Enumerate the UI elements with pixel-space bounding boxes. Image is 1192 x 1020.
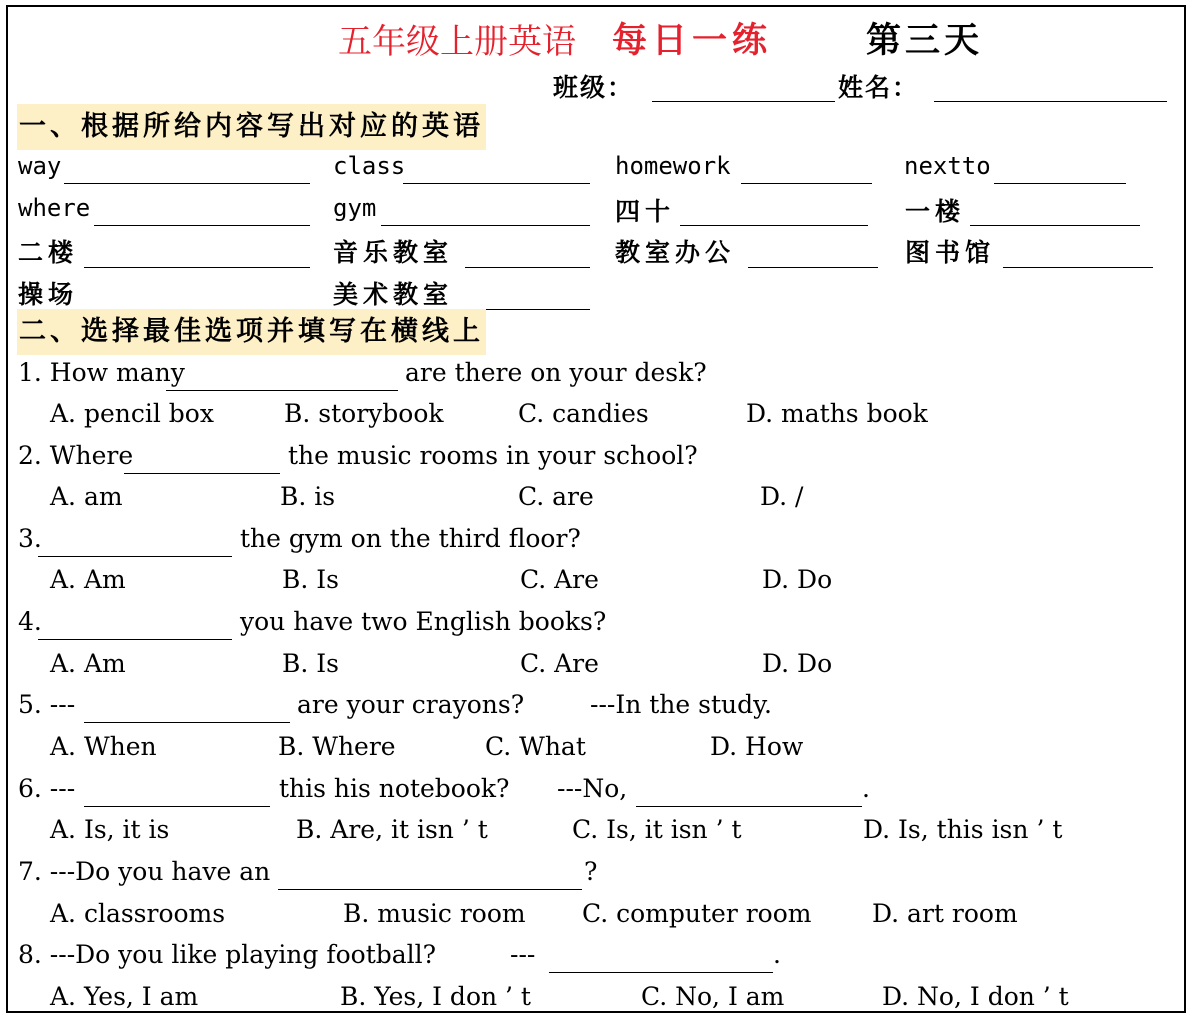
option[interactable]: D. art room [872, 899, 1018, 928]
option[interactable]: C. computer room [582, 899, 812, 928]
question-answer-line[interactable] [549, 972, 773, 973]
vocab-item: 一楼 [905, 197, 966, 226]
vocab-item: 图书馆 [905, 238, 996, 267]
option[interactable]: D. / [760, 482, 804, 511]
vocab-answer-line[interactable] [970, 225, 1140, 226]
question-stem: 3. [18, 524, 42, 553]
question-answer-line[interactable] [636, 806, 862, 807]
question-answer-line[interactable] [278, 889, 582, 890]
title-grade: 五年级上册英语 [338, 22, 576, 62]
vocab-item: class [333, 152, 406, 180]
vocab-item: where [18, 194, 91, 222]
vocab-answer-line[interactable] [64, 183, 310, 184]
option[interactable]: B. Is [282, 565, 339, 594]
option[interactable]: B. is [280, 482, 336, 511]
option[interactable]: A. Yes, I am [50, 982, 199, 1011]
question-stem: 1. How many [18, 358, 185, 387]
class-field[interactable] [652, 101, 835, 102]
question-stem-tail: the gym on the third floor? [240, 524, 581, 553]
option[interactable]: D. maths book [746, 399, 928, 428]
question-stem: 4. [18, 607, 42, 636]
question-stem: 2. Where [18, 441, 134, 470]
question-answer-line[interactable] [38, 556, 232, 557]
title-practice: 每日一练 [612, 20, 773, 61]
question-end: . [773, 940, 781, 969]
vocab-answer-line[interactable] [1003, 267, 1153, 268]
question-answer-line[interactable] [38, 639, 232, 640]
option[interactable]: C. Are [520, 649, 599, 678]
vocab-answer-line[interactable] [748, 267, 878, 268]
vocab-item: 美术教室 [333, 280, 454, 309]
option[interactable]: B. Are, it isn ’ t [296, 815, 488, 844]
option[interactable]: A. Am [50, 565, 126, 594]
option[interactable]: B. Yes, I don ’ t [340, 982, 531, 1011]
option[interactable]: D. How [710, 732, 804, 761]
question-response: ---No, [557, 774, 628, 803]
vocab-item: 二楼 [18, 238, 79, 267]
question-answer-line[interactable] [124, 473, 280, 474]
vocab-answer-line[interactable] [465, 267, 590, 268]
vocab-item: 音乐教室 [333, 238, 454, 267]
question-response: --- [510, 940, 536, 969]
vocab-answer-line[interactable] [84, 267, 310, 268]
option[interactable]: C. What [485, 732, 586, 761]
vocab-item: way [18, 152, 62, 180]
name-label: 姓名： [838, 73, 920, 102]
option[interactable]: A. Is, it is [50, 815, 170, 844]
option[interactable]: C. Are [520, 565, 599, 594]
question-stem: 6. --- [18, 774, 76, 803]
question-stem: 7. ---Do you have an [18, 857, 271, 886]
question-stem-tail: ? [584, 857, 598, 886]
option[interactable]: A. Am [50, 649, 126, 678]
option[interactable]: B. Where [278, 732, 396, 761]
section2-heading: 二、选择最佳选项并填写在横线上 [17, 309, 486, 355]
question-stem-tail: are your crayons? [297, 690, 525, 719]
vocab-item: 四十 [615, 197, 676, 226]
option[interactable]: C. are [518, 482, 594, 511]
option[interactable]: B. storybook [284, 399, 444, 428]
question-answer-line[interactable] [84, 722, 290, 723]
option[interactable]: D. Do [762, 565, 833, 594]
option[interactable]: B. Is [282, 649, 339, 678]
option[interactable]: D. No, I don ’ t [882, 982, 1069, 1011]
vocab-answer-line[interactable] [680, 225, 868, 226]
option[interactable]: A. classrooms [50, 899, 226, 928]
option[interactable]: C. Is, it isn ’ t [572, 815, 742, 844]
question-response: ---In the study. [590, 690, 772, 719]
vocab-answer-line[interactable] [94, 225, 310, 226]
vocab-answer-line[interactable] [381, 225, 590, 226]
option[interactable]: D. Is, this isn ’ t [863, 815, 1063, 844]
section1-heading: 一、根据所给内容写出对应的英语 [17, 104, 486, 150]
question-stem-tail: you have two English books? [240, 607, 607, 636]
question-stem-tail: this his notebook? [279, 774, 510, 803]
option[interactable]: A. When [50, 732, 157, 761]
question-end: . [862, 774, 870, 803]
class-label: 班级： [553, 73, 635, 102]
option[interactable]: A. pencil box [50, 399, 214, 428]
question-answer-line[interactable] [166, 390, 398, 391]
question-stem-tail: the music rooms in your school? [288, 441, 698, 470]
question-stem: 5. --- [18, 690, 76, 719]
vocab-item: 教室办公 [615, 238, 736, 267]
option[interactable]: C. candies [518, 399, 649, 428]
question-stem-tail: are there on your desk? [405, 358, 707, 387]
vocab-item: gym [333, 194, 377, 222]
question-stem: 8. ---Do you like playing football? [18, 940, 437, 969]
vocab-item: nextto [904, 152, 991, 180]
name-field[interactable] [934, 101, 1167, 102]
title-day: 第三天 [866, 20, 984, 61]
question-answer-line[interactable] [84, 806, 270, 807]
vocab-answer-line[interactable] [403, 183, 590, 184]
vocab-item: 操场 [18, 280, 79, 309]
option[interactable]: D. Do [762, 649, 833, 678]
vocab-answer-line[interactable] [741, 183, 872, 184]
vocab-item: homework [615, 152, 731, 180]
option[interactable]: C. No, I am [641, 982, 785, 1011]
option[interactable]: A. am [50, 482, 123, 511]
option[interactable]: B. music room [343, 899, 526, 928]
vocab-answer-line[interactable] [994, 183, 1126, 184]
